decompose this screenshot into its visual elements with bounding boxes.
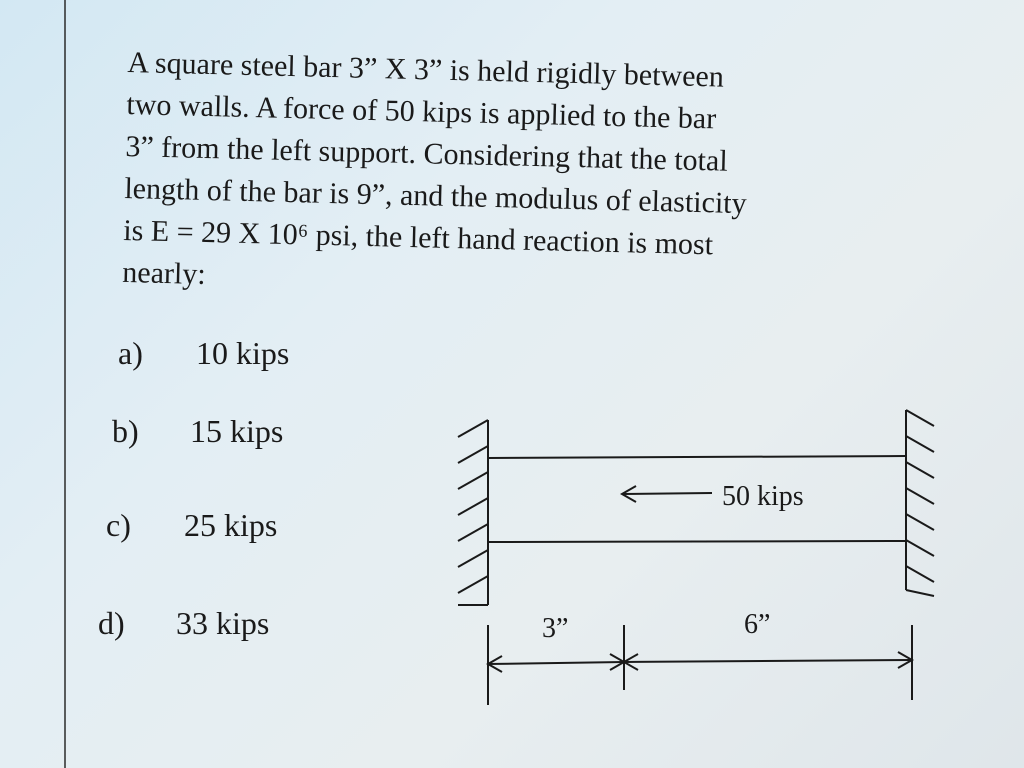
- dim-label-left: 3”: [542, 613, 569, 644]
- option-letter: d): [98, 605, 125, 641]
- option-text: 15 kips: [190, 413, 284, 449]
- bar-bottom-edge: [488, 541, 906, 542]
- option-text: 33 kips: [176, 605, 270, 641]
- option-letter: a): [118, 335, 143, 371]
- option-letter: b): [112, 413, 139, 449]
- problem-line: length of the bar is 9”, and the modulus of elasticity: [124, 171, 747, 221]
- problem-line: is E = 29 X 10⁶ psi, the left hand reaction is most: [122, 213, 714, 262]
- force-label: 50 kips: [722, 481, 804, 512]
- problem-line: two walls. A force of 50 kips is applied to the bar: [126, 87, 717, 136]
- force-arrow: [622, 486, 712, 502]
- left-wall: [458, 420, 488, 605]
- option-text: 10 kips: [196, 335, 290, 371]
- dim-label-right: 6”: [744, 609, 771, 640]
- right-wall: [906, 410, 934, 596]
- problem-line: nearly:: [121, 255, 207, 291]
- problem-line: 3” from the left support. Considering that the total: [125, 129, 729, 178]
- option-letter: c): [106, 507, 131, 543]
- problem-line: A square steel bar 3” X 3” is held rigidly between: [127, 45, 725, 94]
- bar-top-edge: [488, 456, 906, 458]
- option-text: 25 kips: [184, 507, 278, 543]
